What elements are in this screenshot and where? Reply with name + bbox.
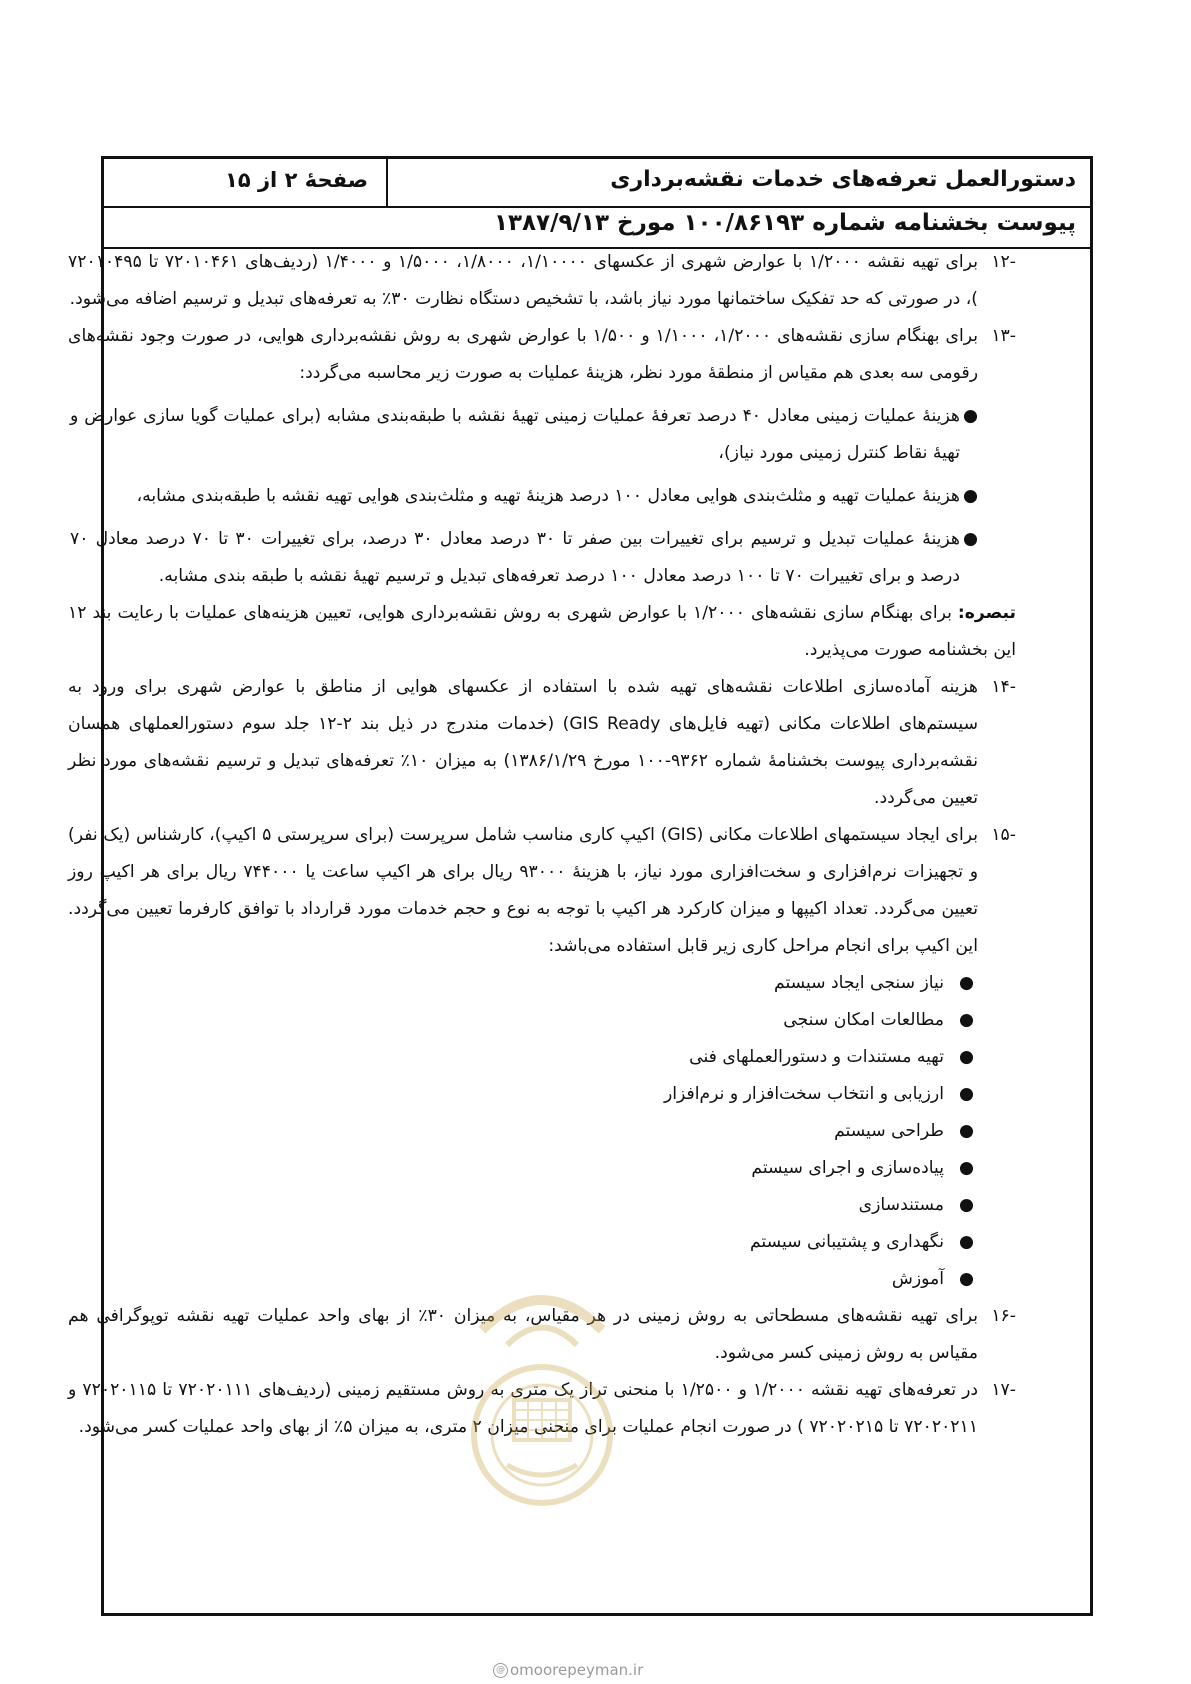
document-body (68, 244, 1016, 1446)
clause-text: هزینه آماده‌سازی اطلاعات نقشه‌های تهیه شده با استفاده از عکسهای هوایی از مناطق با عوارض شهری برای ورود به سیستم‌های اطلاعات مکانی (تهیه فایل‌های GIS Ready) (خدمات مندرج در ذیل بند ۲-۱۲ جلد سوم دستورالعملهای همسان نقشه‌برداری پیوست بخشنامهٔ شماره ۹۳۶۲-۱۰۰ مورخ ۱۳۸۶/۱/۲۹) به میزان ۱۰٪ تعرفه‌های تبدیل و ترسیم نقشه‌های مورد نظر تعیین می‌گردد. (68, 677, 979, 808)
bullet-item (68, 478, 1016, 515)
bullet-icon: ● (959, 1047, 974, 1067)
bullet-icon: ● (959, 1195, 974, 1215)
bullet-text: هزینهٔ عملیات تبدیل و ترسیم برای تغییرات بین صفر تا ۳۰ درصد معادل ۳۰ درصد، برای تغییرات ۳۰ تا ۷۰ درصد معادل ۷۰ درصد و برای تغییرات ۷۰ تا ۱۰۰ درصد معادل ۱۰۰ درصد تعرفه‌های تبدیل و ترسیم تهیهٔ نقشه با طبقه بندی مشابه. (70, 529, 960, 586)
clause-12 (68, 244, 1016, 318)
gis-stages-list (68, 965, 1016, 1298)
bullet-icon: ● (963, 529, 978, 549)
clause-number: -۱۷ (991, 1380, 1016, 1400)
bullet-icon: ● (959, 1084, 974, 1104)
clause-text: برای تهیه نقشه‌های مسطحاتی به روش زمینی در هر مقیاس، به میزان ۳۰٪ از بهای واحد عملیات تهیه نقشه توپوگرافی هم مقیاس به روش زمینی کسر می‌شود. (68, 1306, 978, 1363)
page-number-cell (104, 159, 388, 206)
list-item-text: ارزیابی و انتخاب سخت‌افزار و نرم‌افزار (663, 1084, 944, 1104)
at-icon: @ (493, 1663, 508, 1678)
clause-number: -۱۶ (991, 1306, 1016, 1326)
list-item (68, 1187, 978, 1224)
list-item (68, 1113, 978, 1150)
bullet-icon: ● (959, 1269, 974, 1289)
bullet-text: هزینهٔ عملیات تهیه و مثلث‌بندی هوایی معادل ۱۰۰ درصد هزینهٔ تهیه و مثلث‌بندی هوایی تهیه نقشه با طبقه‌بندی مشابه، (136, 486, 960, 506)
clause-text: برای ایجاد سیستمهای اطلاعات مکانی (GIS) اکیپ کاری مناسب شامل سرپرست (برای سرپرستی ۵ اکیپ)، کارشناس (یک نفر) و تجهیزات نرم‌افزاری و سخت‌افزاری مورد نیاز، با هزینهٔ ۹۳۰۰۰ ریال برای هر اکیپ ساعت یا ۷۴۴۰۰۰ ریال برای هر اکیپ روز تعیین می‌گردد. تعداد اکیپها و میزان کارکرد هر اکیپ با توجه به نوع و حجم خدمات مورد قرارداد با توافق کارفرما تعیین می‌گردد. این اکیپ برای انجام مراحل کاری زیر قابل استفاده می‌باشد: (68, 825, 978, 956)
header-row (104, 159, 1090, 208)
list-item (68, 1224, 978, 1261)
list-item-text: آموزش (891, 1269, 944, 1289)
document-subtitle: پیوست بخشنامه شماره ۱۰۰/۸۶۱۹۳ مورخ ۱۳۸۷/۹/۱۳ (493, 210, 1076, 236)
clause-13 (68, 318, 1016, 392)
note-label: تبصره: (957, 603, 1016, 623)
clause-15 (68, 817, 1016, 965)
bullet-icon: ● (963, 406, 978, 426)
subheader-row (104, 206, 1090, 249)
bullet-icon: ● (963, 486, 978, 506)
note-text: برای بهنگام سازی نقشه‌های ۱/۲۰۰۰ با عوارض شهری به روش نقشه‌برداری هوایی، تعیین هزینه‌های عملیات با رعایت بند ۱۲ این بخشنامه صورت می‌پذیرد. (68, 603, 1016, 660)
page-number: صفحهٔ ۲ از ۱۵ (225, 168, 368, 192)
clause-number: -۱۲ (991, 252, 1016, 272)
list-item-text: مطالعات امکان سنجی (783, 1010, 944, 1030)
list-item (68, 1150, 978, 1187)
bullet-icon: ● (959, 1121, 974, 1141)
clause-14 (68, 669, 1016, 817)
list-item (68, 1039, 978, 1076)
document-title: دستورالعمل تعرفه‌های خدمات نقشه‌برداری (610, 167, 1076, 192)
bullet-icon: ● (959, 973, 974, 993)
clause-number: -۱۳ (991, 326, 1016, 346)
list-item (68, 1002, 978, 1039)
clause-13-note (68, 595, 1016, 669)
clause-text: برای بهنگام سازی نقشه‌های ۱/۲۰۰۰، ۱/۱۰۰۰ و ۱/۵۰۰ با عوارض شهری به روش نقشه‌برداری هوایی، در صورت وجود نقشه‌های رقومی سه بعدی هم مقیاس از منطقهٔ مورد نظر، هزینهٔ عملیات به صورت زیر محاسبه می‌گردد: (68, 326, 978, 383)
bullet-icon: ● (959, 1010, 974, 1030)
bullet-item (68, 398, 1016, 472)
clause-number: -۱۵ (991, 825, 1016, 845)
list-item-text: نگهداری و پشتیبانی سیستم (749, 1232, 944, 1252)
clause-number: -۱۴ (991, 677, 1016, 697)
list-item (68, 965, 978, 1002)
footer-website[interactable] (493, 1661, 643, 1679)
clause-text: برای تهیه نقشه ۱/۲۰۰۰ با عوارض شهری از عکسهای ۱/۱۰۰۰۰، ۱/۸۰۰۰، ۱/۵۰۰۰ و ۱/۴۰۰۰ (ردیف‌های ۷۲۰۱۰۴۶۱ تا ۷۲۰۱۰۴۹۵ )، در صورتی که حد تفکیک ساختمانها مورد نیاز باشد، با تشخیص دستگاه نظارت ۳۰٪ به تعرفه‌های تبدیل و ترسیم اضافه می‌شود. (68, 252, 978, 309)
list-item-text: طراحی سیستم (834, 1121, 944, 1141)
bullet-icon: ● (959, 1158, 974, 1178)
footer-url-text: omoorepeyman.ir (510, 1661, 644, 1679)
list-item-text: تهیه مستندات و دستورالعملهای فنی (689, 1047, 944, 1067)
list-item-text: پیاده‌سازی و اجرای سیستم (751, 1158, 944, 1178)
clause-text: در تعرفه‌های تهیه نقشه ۱/۲۰۰۰ و ۱/۲۵۰۰ با منحنی تراز یک متری به روش مستقیم زمینی (ردیف‌های ۷۲۰۲۰۱۱۱ تا ۷۲۰۲۰۱۱۵ و ۷۲۰۲۰۲۱۱ تا ۷۲۰۲۰۲۱۵ ) در صورت انجام عملیات برای منحنی میزان ۲ متری، به میزان ۵٪ از بهای واحد عملیات کسر می‌شود. (68, 1380, 979, 1437)
bullet-text: هزینهٔ عملیات زمینی معادل ۴۰ درصد تعرفهٔ عملیات زمینی تهیهٔ نقشه با طبقه‌بندی مشابه (برای عملیات گویا سازی عوارض و تهیهٔ نقاط کنترل زمینی مورد نیاز)، (70, 406, 960, 463)
list-item (68, 1076, 978, 1113)
list-item-text: مستندسازی (858, 1195, 944, 1215)
bullet-item (68, 521, 1016, 595)
seal-stamp-icon (462, 1270, 622, 1520)
list-item-text: نیاز سنجی ایجاد سیستم (774, 973, 944, 993)
bullet-icon: ● (959, 1232, 974, 1252)
